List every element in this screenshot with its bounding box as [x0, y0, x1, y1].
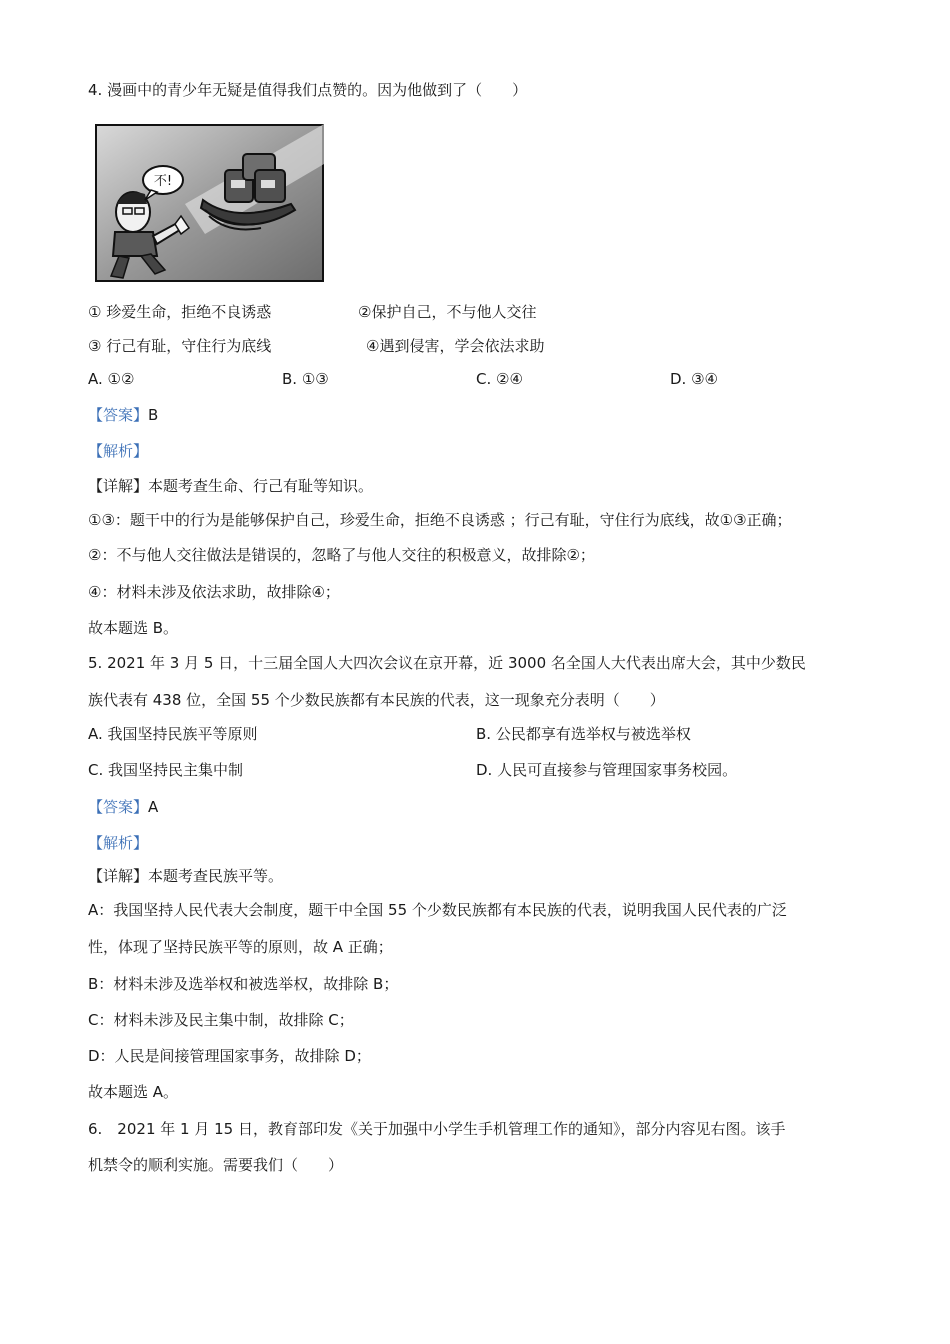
q4-item-3: ③ 行己有耻，守住行为底线 — [88, 337, 272, 355]
q5-option-d[interactable]: D. 人民可直接参与管理国家事务校园。 — [476, 761, 738, 779]
q4-option-d[interactable]: D. ③④ — [670, 370, 718, 388]
q5-analysis-tag: 【解析】 — [88, 834, 149, 852]
q5-analysis-line-1: A：我国坚持人民代表大会制度，题干中全国 55 个少数民族都有本民族的代表，说明我国人民代表的广泛 — [88, 901, 787, 919]
q5-analysis-line-6: 故本题选 A。 — [88, 1083, 179, 1101]
cartoon-image — [95, 124, 324, 282]
q4-detail: 【详解】本题考查生命、行己有耻等知识。 — [88, 477, 374, 495]
q5-option-a[interactable]: A. 我国坚持民族平等原则 — [88, 725, 258, 743]
q5-analysis-line-4: C：材料未涉及民主集中制，故排除 C； — [88, 1011, 354, 1029]
q4-analysis-line-2: ②：不与他人交往做法是错误的，忽略了与他人交往的积极意义，故排除②； — [88, 546, 595, 564]
q4-stem: 4. 漫画中的青少年无疑是值得我们点赞的。因为他做到了（ ） — [88, 81, 528, 99]
q5-option-c[interactable]: C. 我国坚持民主集中制 — [88, 761, 244, 779]
answer-tag: 【答案】 — [88, 406, 149, 424]
q4-option-b[interactable]: B. ①③ — [282, 370, 329, 388]
q5-analysis-line-2: 性，体现了坚持民族平等的原则，故 A 正确； — [88, 938, 393, 956]
q4-item-1: ① 珍爱生命，拒绝不良诱惑 — [88, 303, 272, 321]
q5-detail: 【详解】本题考查民族平等。 — [88, 867, 284, 885]
q5-option-b[interactable]: B. 公民都享有选举权与被选举权 — [476, 725, 691, 743]
q5-analysis-line-5: D：人民是间接管理国家事务，故排除 D； — [88, 1047, 371, 1065]
q4-item-4: ④遇到侵害，学会依法求助 — [366, 337, 545, 355]
answer-value: A — [148, 798, 159, 816]
q4-option-a[interactable]: A. ①② — [88, 370, 135, 388]
q5-answer — [88, 797, 158, 817]
q6-stem-1: 6. 2021 年 1 月 15 日，教育部印发《关于加强中小学生手机管理工作的通知》，部分内容见右图。该手 — [88, 1120, 786, 1138]
q4-answer — [88, 405, 158, 425]
q4-analysis-tag: 【解析】 — [88, 442, 149, 460]
q5-stem-2: 族代表有 438 位，全国 55 个少数民族都有本民族的代表，这一现象充分表明（ ） — [88, 691, 665, 709]
q5-stem-1: 5. 2021 年 3 月 5 日，十三届全国人大四次会议在京开幕，近 3000 名全国人大代表出席大会，其中少数民 — [88, 654, 806, 672]
q4-analysis-line-3: ④：材料未涉及依法求助，故排除④； — [88, 583, 340, 601]
answer-tag: 【答案】 — [88, 798, 149, 816]
q6-stem-2: 机禁令的顺利实施。需要我们（ ） — [88, 1156, 344, 1174]
answer-value: B — [148, 406, 159, 424]
q4-item-2: ②保护自己，不与他人交往 — [358, 303, 537, 321]
q4-analysis-line-1: ①③：题干中的行为是能够保护自己，珍爱生命，拒绝不良诱惑 ；行己有耻，守住行为底线，故①③正确； — [88, 511, 792, 529]
q5-analysis-line-3: B：材料未涉及选举权和被选举权，故排除 B； — [88, 975, 399, 993]
bubble-text: 不! — [153, 174, 173, 189]
q4-option-c[interactable]: C. ②④ — [476, 370, 523, 388]
q4-analysis-line-4: 故本题选 B。 — [88, 619, 179, 637]
